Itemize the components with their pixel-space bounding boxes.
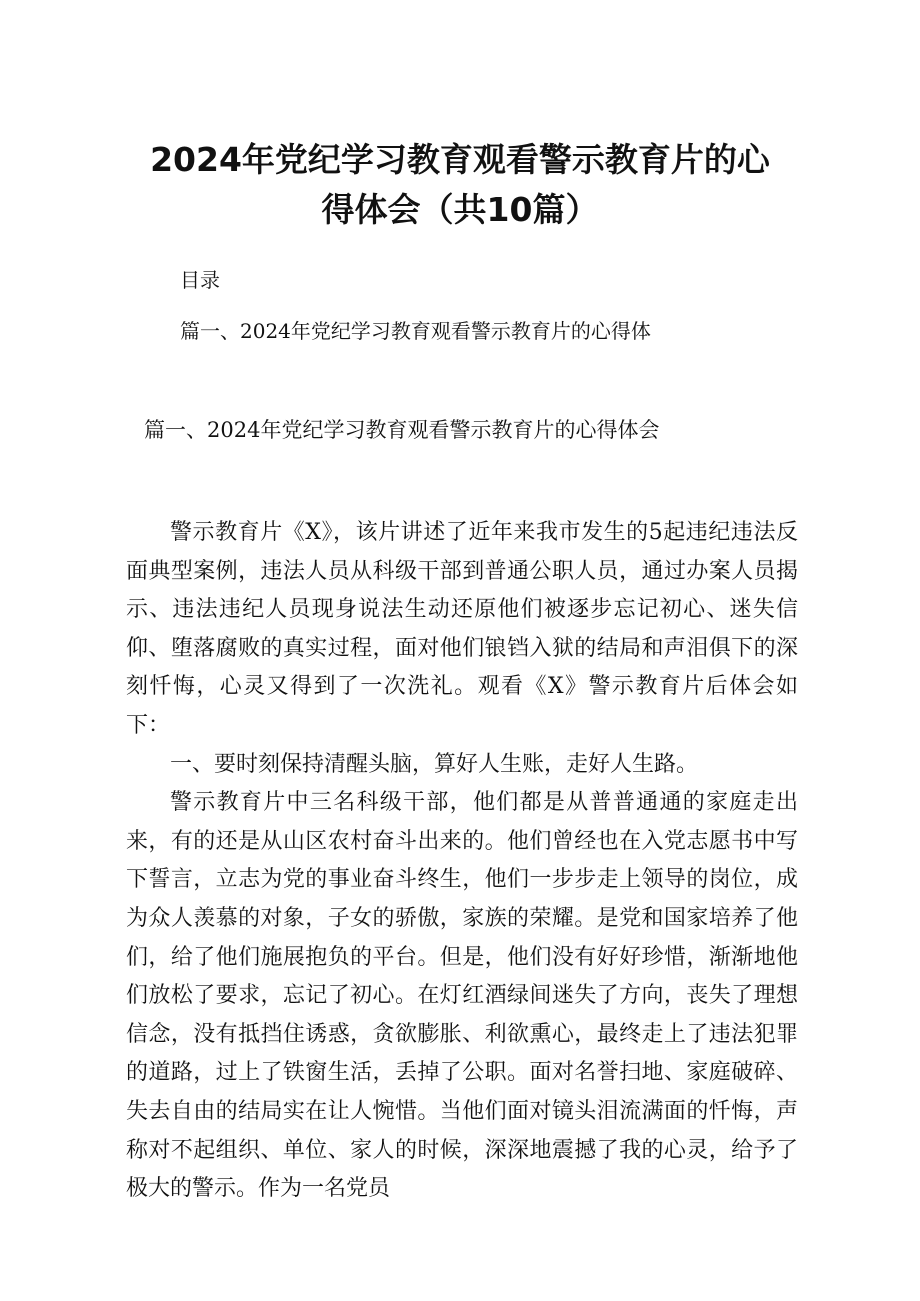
document-title-line-2: 得体会（共10篇）	[321, 190, 599, 229]
toc-label: 目录	[180, 268, 220, 292]
paragraph: 警示教育片中三名科级干部，他们都是从普普通通的家庭走出来，有的还是从山区农村奋斗出来的。他们曾经也在入党志愿书中写下誓言，立志为党的事业奋斗终生，他们一步步走上领导的岗位，成为众人羡慕的对象，子女的骄傲，家族的荣耀。是党和国家培养了他们，给了他们施展抱负的平台。但是，他们没有好好珍惜，渐渐地他们放松了要求，忘记了初心。在灯红酒绿间迷失了方向，丧失了理想信念，没有抵挡住诱惑，贪欲膨胀、利欲熏心，最终走上了违法犯罪的道路，过上了铁窗生活，丢掉了公职。面对名誉扫地、家庭破碎、失去自由的结局实在让人惋惜。当他们面对镜头泪流满面的忏悔，声称对不起组织、单位、家人的时候，深深地震撼了我的心灵，给予了极大的警示。作为一名党员	[126, 790, 798, 1202]
body-text	[126, 514, 798, 1209]
document-title-line-1: 2024年党纪学习教育观看警示教育片的心	[150, 140, 770, 179]
toc-item[interactable]: 篇一、2024年党纪学习教育观看警示教育片的心得体	[180, 319, 651, 343]
paragraph: 警示教育片《X》，该片讲述了近年来我市发生的5起违纪违法反面典型案例，违法人员从科级干部到普通公职人员，通过办案人员揭示、违法违纪人员现身说法生动还原他们被逐步忘记初心、迷失信仰、堕落腐败的真实过程，面对他们锒铛入狱的结局和声泪俱下的深刻忏悔，心灵又得到了一次洗礼。观看《X》警示教育片后体会如下：	[126, 520, 798, 738]
paragraph: 一、要时刻保持清醒头脑，算好人生账，走好人生路。	[170, 751, 699, 777]
section-heading: 篇一、2024年党纪学习教育观看警示教育片的心得体会	[144, 418, 660, 442]
